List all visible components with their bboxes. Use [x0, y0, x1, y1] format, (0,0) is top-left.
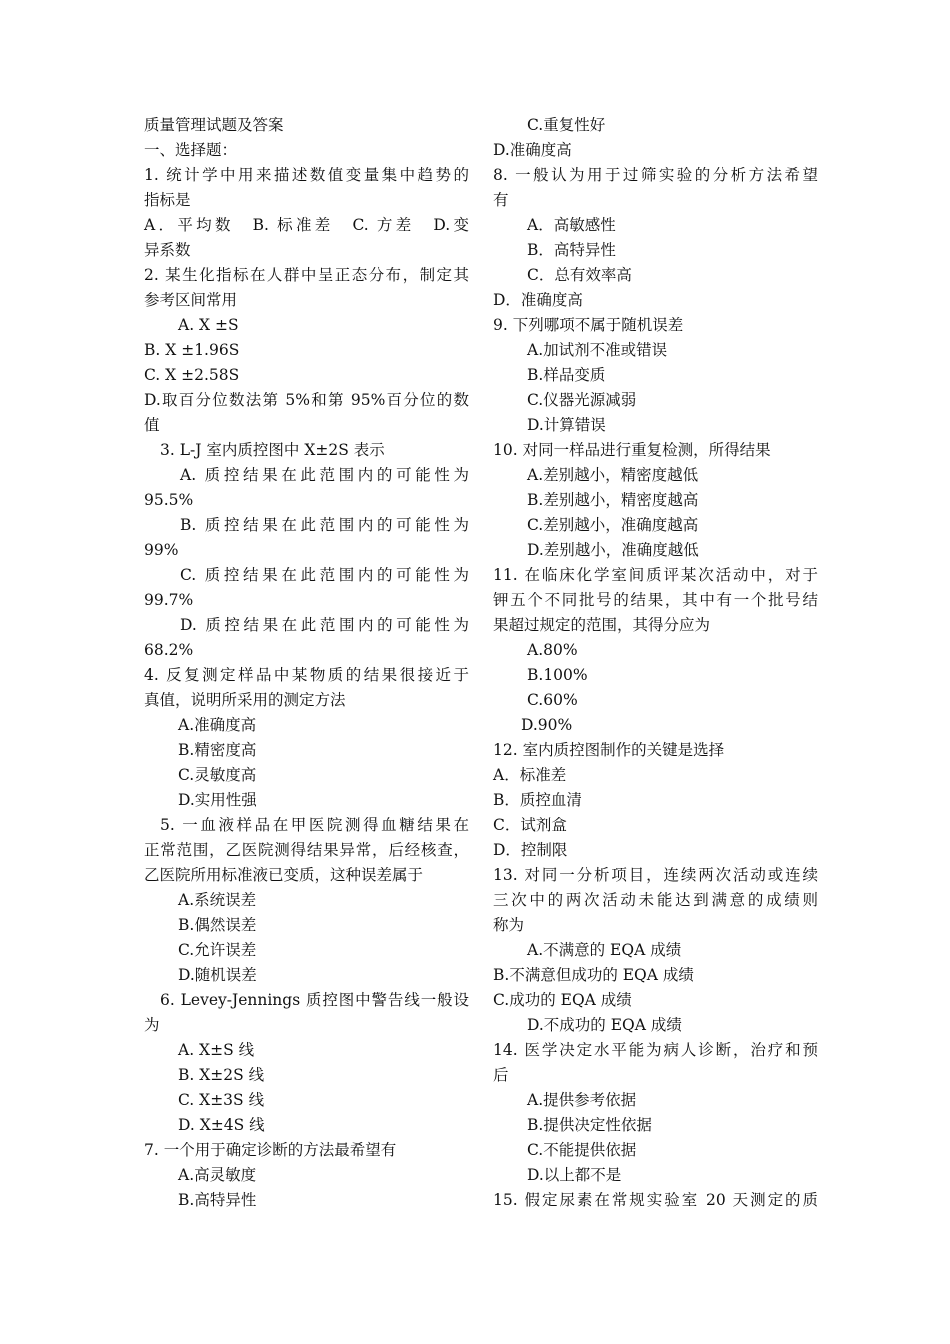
text-line: 果超过规定的范围，其得分应为	[493, 616, 711, 634]
right-column	[493, 113, 818, 1213]
text-line: 10. 对同一样品进行重复检测，所得结果	[493, 441, 771, 459]
text-line: 一、选择题：	[144, 141, 238, 159]
text-line: D. 质控结果在此范围内的可能性为	[180, 616, 469, 634]
text-line: 5. 一血液样品在甲医院测得血糖结果在	[160, 816, 469, 834]
text-line: C.成功的 EQA 成绩	[493, 991, 632, 1009]
text-line: D.以上都不是	[527, 1166, 622, 1184]
text-line: A. 质控结果在此范围内的可能性为	[180, 466, 469, 484]
text-line: B．高特异性	[527, 241, 616, 259]
text-line: A.加试剂不准或错误	[527, 341, 668, 359]
text-line: A．高敏感性	[527, 216, 616, 234]
text-line: D.计算错误	[527, 416, 606, 434]
text-line: 9. 下列哪项不属于随机误差	[493, 316, 684, 334]
text-line: A. X±S 线	[178, 1041, 255, 1059]
text-line: C.仪器光源减弱	[527, 391, 637, 409]
text-line: A. X ±S	[178, 316, 239, 334]
text-line: 三次中的两次活动未能达到满意的成绩则	[493, 891, 818, 909]
text-line: B. 质控结果在此范围内的可能性为	[180, 516, 469, 534]
text-line: A.准确度高	[178, 716, 257, 734]
text-line: A.提供参考依据	[527, 1091, 637, 1109]
text-line: 99.7%	[144, 591, 194, 609]
text-line: 指标是	[144, 191, 191, 209]
text-line: 正常范围，乙医院测得结果异常，后经核查，	[144, 841, 469, 859]
text-line: D.90%	[521, 716, 573, 734]
text-line: A.高灵敏度	[178, 1166, 257, 1184]
text-line: B. X ±1.96S	[144, 341, 240, 359]
text-line: B. X±2S 线	[178, 1066, 265, 1084]
text-line: 3. L-J 室内质控图中 X±2S 表示	[160, 441, 385, 459]
text-line: 值	[144, 416, 160, 434]
text-line: B.高特异性	[178, 1191, 257, 1209]
text-line: 15. 假定尿素在常规实验室 20 天测定的质	[493, 1191, 818, 1209]
text-line: 95.5%	[144, 491, 194, 509]
text-line: 乙医院所用标准液已变质，这种误差属于	[144, 866, 424, 884]
text-line: B.偶然误差	[178, 916, 257, 934]
text-line: B.提供决定性依据	[527, 1116, 652, 1134]
text-line: 4. 反复测定样品中某物质的结果很接近于	[144, 666, 469, 684]
text-line: C.差别越小，准确度越高	[527, 516, 699, 534]
text-line: B.100%	[527, 666, 588, 684]
text-line: 钾五个不同批号的结果，其中有一个批号结	[493, 591, 818, 609]
text-line: 质量管理试题及答案	[144, 116, 284, 134]
text-line: D.不成功的 EQA 成绩	[527, 1016, 682, 1034]
text-line: A.不满意的 EQA 成绩	[527, 941, 682, 959]
text-line: D. X±4S 线	[178, 1116, 265, 1134]
text-line: 7. 一个用于确定诊断的方法最希望有	[144, 1141, 397, 1159]
text-line: C.灵敏度高	[178, 766, 257, 784]
text-line: C．总有效率高	[527, 266, 632, 284]
text-line: A.系统误差	[178, 891, 257, 909]
text-line: D.差别越小，准确度越低	[527, 541, 699, 559]
text-line: 14. 医学决定水平能为病人诊断，治疗和预	[493, 1041, 818, 1059]
text-line: C.重复性好	[527, 116, 606, 134]
text-line: 1. 统计学中用来描述数值变量集中趋势的	[144, 166, 469, 184]
text-line: C．试剂盒	[493, 816, 567, 834]
text-line: C. X±3S 线	[178, 1091, 265, 1109]
text-line: 真值，说明所采用的测定方法	[144, 691, 346, 709]
text-line: 参考区间常用	[144, 291, 238, 309]
text-line: C. 质控结果在此范围内的可能性为	[180, 566, 469, 584]
text-line: 99%	[144, 541, 179, 559]
text-line: 68.2%	[144, 641, 194, 659]
text-line: B.不满意但成功的 EQA 成绩	[493, 966, 694, 984]
text-line: B.精密度高	[178, 741, 257, 759]
text-line: C.不能提供依据	[527, 1141, 637, 1159]
text-line: D．控制限	[493, 841, 568, 859]
text-line: 2. 某生化指标在人群中呈正态分布，制定其	[144, 266, 469, 284]
text-line: B.差别越小，精密度越高	[527, 491, 699, 509]
text-line: C.60%	[527, 691, 578, 709]
text-line: D．准确度高	[493, 291, 583, 309]
text-line: D.准确度高	[493, 141, 572, 159]
text-line: 异系数	[144, 241, 191, 259]
text-line: A．平均数 B. 标准差 C. 方差 D.变	[144, 216, 469, 234]
text-line: 为	[144, 1016, 160, 1034]
text-line: 8. 一般认为用于过筛实验的分析方法希望	[493, 166, 818, 184]
text-line: A．标准差	[493, 766, 567, 784]
text-line: C. X ±2.58S	[144, 366, 240, 384]
text-line: B．质控血清	[493, 791, 582, 809]
text-line: A.差别越小，精密度越低	[527, 466, 699, 484]
text-line: 12. 室内质控图制作的关键是选择	[493, 741, 725, 759]
text-line: 称为	[493, 916, 525, 934]
left-column	[144, 113, 469, 1213]
text-line: D.取百分位数法第 5%和第 95%百分位的数	[144, 391, 469, 409]
text-line: 后	[493, 1066, 509, 1084]
text-line: 有	[493, 191, 509, 209]
text-line: B.样品变质	[527, 366, 606, 384]
text-line: C.允许误差	[178, 941, 257, 959]
text-line: 13. 对同一分析项目，连续两次活动或连续	[493, 866, 818, 884]
text-line: 6. Levey-Jennings 质控图中警告线一般设	[160, 991, 469, 1009]
text-line: 11. 在临床化学室间质评某次活动中，对于	[493, 566, 818, 584]
text-line: A.80%	[527, 641, 578, 659]
text-line: D.随机误差	[178, 966, 257, 984]
text-line: D.实用性强	[178, 791, 257, 809]
